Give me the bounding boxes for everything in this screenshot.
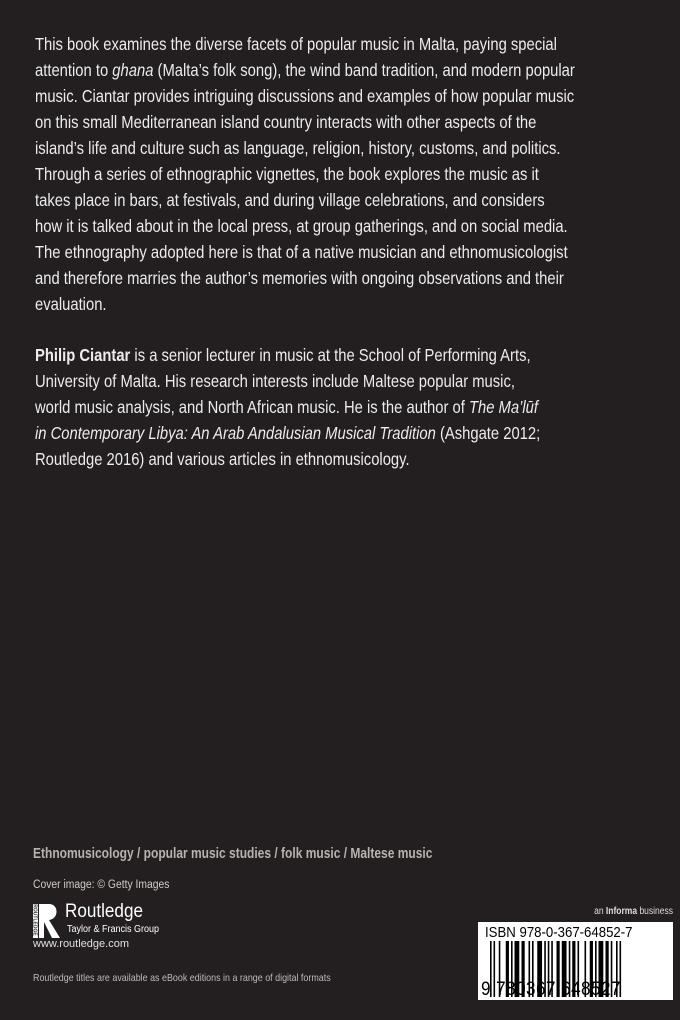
text: is a senior lecturer in music at the School of Performing Arts, <box>130 345 531 365</box>
text: evaluation. <box>35 294 107 314</box>
routledge-r-icon <box>33 903 63 939</box>
book-title: The Ma’lūf <box>468 397 538 417</box>
informa-tagline <box>507 906 673 917</box>
text: world music analysis, and North African music. He is the author of <box>35 397 469 417</box>
ebook-note: Routledge titles are available as eBook editions in a range of digital formats <box>33 972 331 984</box>
text: This book examines the diverse facets of popular music in Malta, paying special <box>35 34 557 54</box>
barcode <box>478 922 673 1000</box>
text: Routledge 2016) and various articles in ethnomusicology. <box>35 449 410 469</box>
description-line <box>35 164 539 184</box>
description-line <box>35 138 561 158</box>
text: attention to <box>35 60 113 80</box>
bio-line <box>35 345 531 365</box>
description-line <box>35 60 575 80</box>
description-line <box>35 268 564 288</box>
description-line <box>35 294 107 314</box>
text: The ethnography adopted here is that of a native musician and ethnomusicologist <box>35 242 568 262</box>
text: how it is talked about in the local press, at group gatherings, and on social media. <box>35 216 568 236</box>
description-line <box>35 190 545 210</box>
informa-brand: Informa <box>605 906 638 917</box>
text: takes place in bars, at festivals, and during village celebrations, and considers <box>35 190 545 210</box>
bio-line <box>35 397 538 417</box>
description-line <box>35 34 557 54</box>
bio-line <box>35 449 410 469</box>
italic-term: ghana <box>112 60 154 80</box>
barcode-digits: 9 780367 648527 <box>481 979 621 1000</box>
cover-credit: Cover image: © Getty Images <box>33 879 170 891</box>
text: (Malta’s folk song), the wind band tradition, and modern popular <box>153 60 575 80</box>
text: (Ashgate 2012; <box>435 423 541 443</box>
logo-vertical-text: ROUTLEDGE <box>31 904 38 936</box>
description-line <box>35 112 536 132</box>
text: island’s life and culture such as language, religion, history, customs, and politics. <box>35 138 561 158</box>
isbn-label: ISBN 978-0-367-64852-7 <box>485 924 633 941</box>
bio-line <box>35 423 540 443</box>
text: on this small Mediterranean island country interacts with other aspects of the <box>35 112 537 132</box>
text: business <box>637 906 673 917</box>
isbn-barcode-block <box>478 906 673 1000</box>
text: music. Ciantar provides intriguing discussions and examples of how popular music <box>35 86 575 106</box>
text: and therefore marries the author’s memories with ongoing observations and their <box>35 268 564 288</box>
author-name: Philip Ciantar <box>35 345 131 365</box>
description-line <box>35 86 574 106</box>
text: an <box>594 906 606 917</box>
publisher-url[interactable]: www.routledge.com <box>33 938 129 950</box>
text: University of Malta. His research interests include Maltese popular music, <box>35 371 515 391</box>
publisher-name: Routledge <box>65 901 143 922</box>
publisher-group: Taylor & Francis Group <box>67 924 160 935</box>
subject-categories: Ethnomusicology / popular music studies / folk music / Maltese music <box>33 845 433 862</box>
description-line <box>35 242 568 262</box>
description-line <box>35 216 568 236</box>
book-title: in Contemporary Libya: An Arab Andalusian Musical Tradition <box>35 423 436 443</box>
text: Through a series of ethnographic vignettes, the book explores the music as it <box>35 164 539 184</box>
bio-line <box>35 371 515 391</box>
